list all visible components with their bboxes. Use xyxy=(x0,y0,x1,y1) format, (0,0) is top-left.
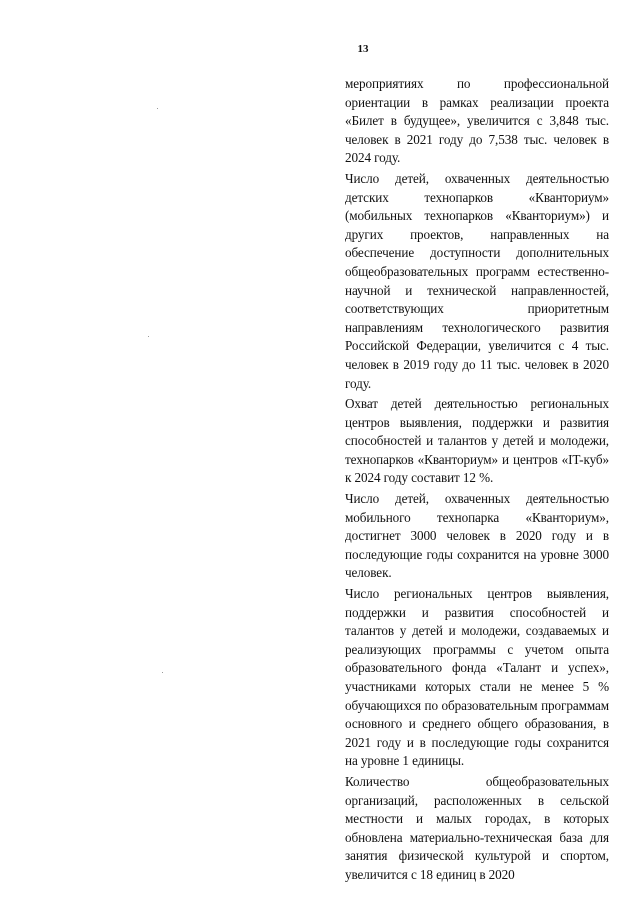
paragraph-mobile-technopark: Число детей, охваченных деятельностью мобильного технопарка «Кванториум», достигнет 3000 человек в 2020 году и в последующие годы сохранится на уровне 3000 человек. xyxy=(345,491,609,581)
scan-speck xyxy=(148,336,149,337)
paragraph-rural-schools-sport: Количество общеобразовательных организаций, расположенных в сельской местности и малых городах, в которых обновлена материально-техническая база для занятия физической культурой и спортом, увеличится с 18 единиц в 2020 xyxy=(345,773,609,882)
scan-speck xyxy=(157,108,158,109)
paragraph-talent-centers-count: Число региональных центров выявления, поддержки и развития способностей и талантов у детей и молодежи, создаваемых и реализующих программы с учетом опыта образовательного фонда «Талант и успех», участниками которых стали не менее 5 % обучающихся по образовательным программам основного и среднего общего образования, в 2021 году и в последующие годы сохранится на уровне 1 единицы. xyxy=(345,586,609,769)
text-column xyxy=(345,75,609,887)
page-number: 13 xyxy=(357,43,369,55)
paragraph-regional-centers-coverage: Охват детей деятельностью региональных центров выявления, поддержки и развития способностей и талантов у детей и молодежи, технопарков «Кванториум» и центров «IT-куб» к 2024 году составит 12 %. xyxy=(345,396,609,486)
paragraph-kvantorium-technoparks: Число детей, охваченных деятельностью детских технопарков «Кванториум» (мобильных технопарков «Кванториум») и других проектов, направленных на обеспечение доступности дополнительных общеобразовательных программ естественно-научной и технической направленностей, соответствующих приоритетным направлениям технологического развития Российской Федерации, увеличится с 4 тыс. человек в 2019 году до 11 тыс. человек в 2020 году. xyxy=(345,170,609,391)
scan-speck xyxy=(162,672,163,673)
paragraph-bilet-v-budushchee: мероприятиях по профессиональной ориентации в рамках реализации проекта «Билет в будущее», увеличится с 3,848 тыс. человек в 2021 году до 7,538 тыс. человек в 2024 году. xyxy=(345,76,609,166)
